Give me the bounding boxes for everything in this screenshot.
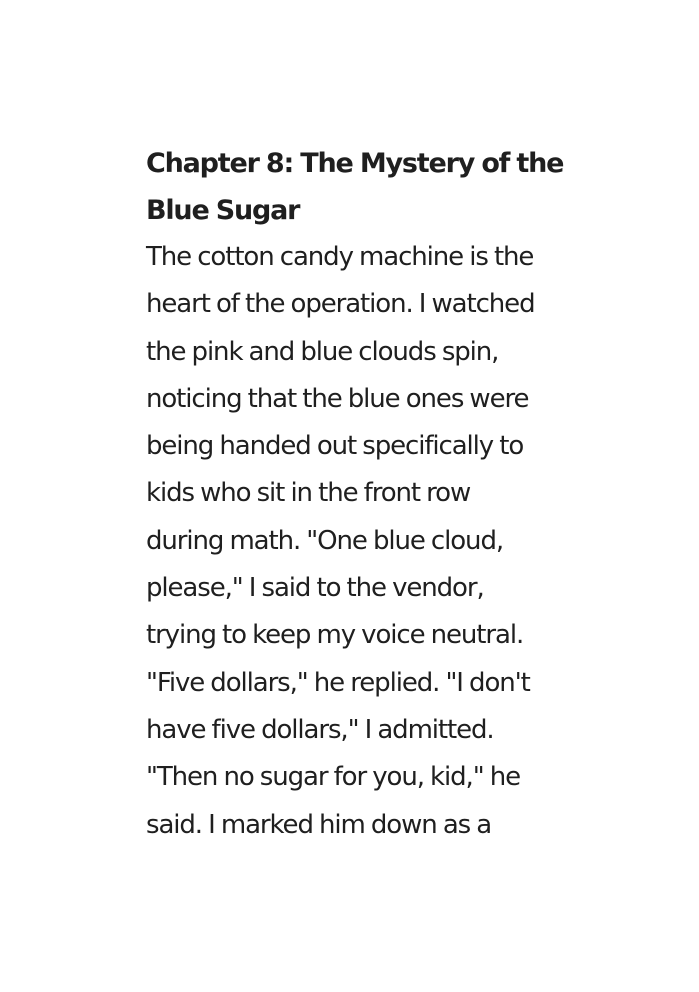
body-line: said. I marked him down as a: [146, 809, 492, 840]
body-line: The cotton candy machine is the: [146, 242, 534, 272]
page-content: [146, 140, 566, 849]
body-line: being handed out specifically to: [146, 431, 524, 462]
body-line: trying to keep my voice neutral.: [146, 620, 524, 651]
body-line: during math. "One blue cloud,: [146, 525, 504, 556]
body-line: please," I said to the vendor,: [146, 573, 484, 604]
body-line: "Then no sugar for you, kid," he: [146, 762, 520, 793]
chapter-title-line: Blue Sugar: [146, 195, 300, 226]
body-line: noticing that the blue ones were: [146, 383, 529, 414]
body-line: "Five dollars," he replied. "I don't: [146, 667, 530, 698]
body-paragraph: [146, 234, 566, 849]
chapter-title: [146, 140, 566, 234]
body-line: have five dollars," I admitted.: [146, 714, 494, 745]
body-line: kids who sit in the front row: [146, 478, 471, 509]
body-line: heart of the operation. I watched: [146, 289, 535, 320]
body-line: the pink and blue clouds spin,: [146, 336, 499, 367]
chapter-title-line: Chapter 8: The Mystery of the: [146, 148, 564, 179]
